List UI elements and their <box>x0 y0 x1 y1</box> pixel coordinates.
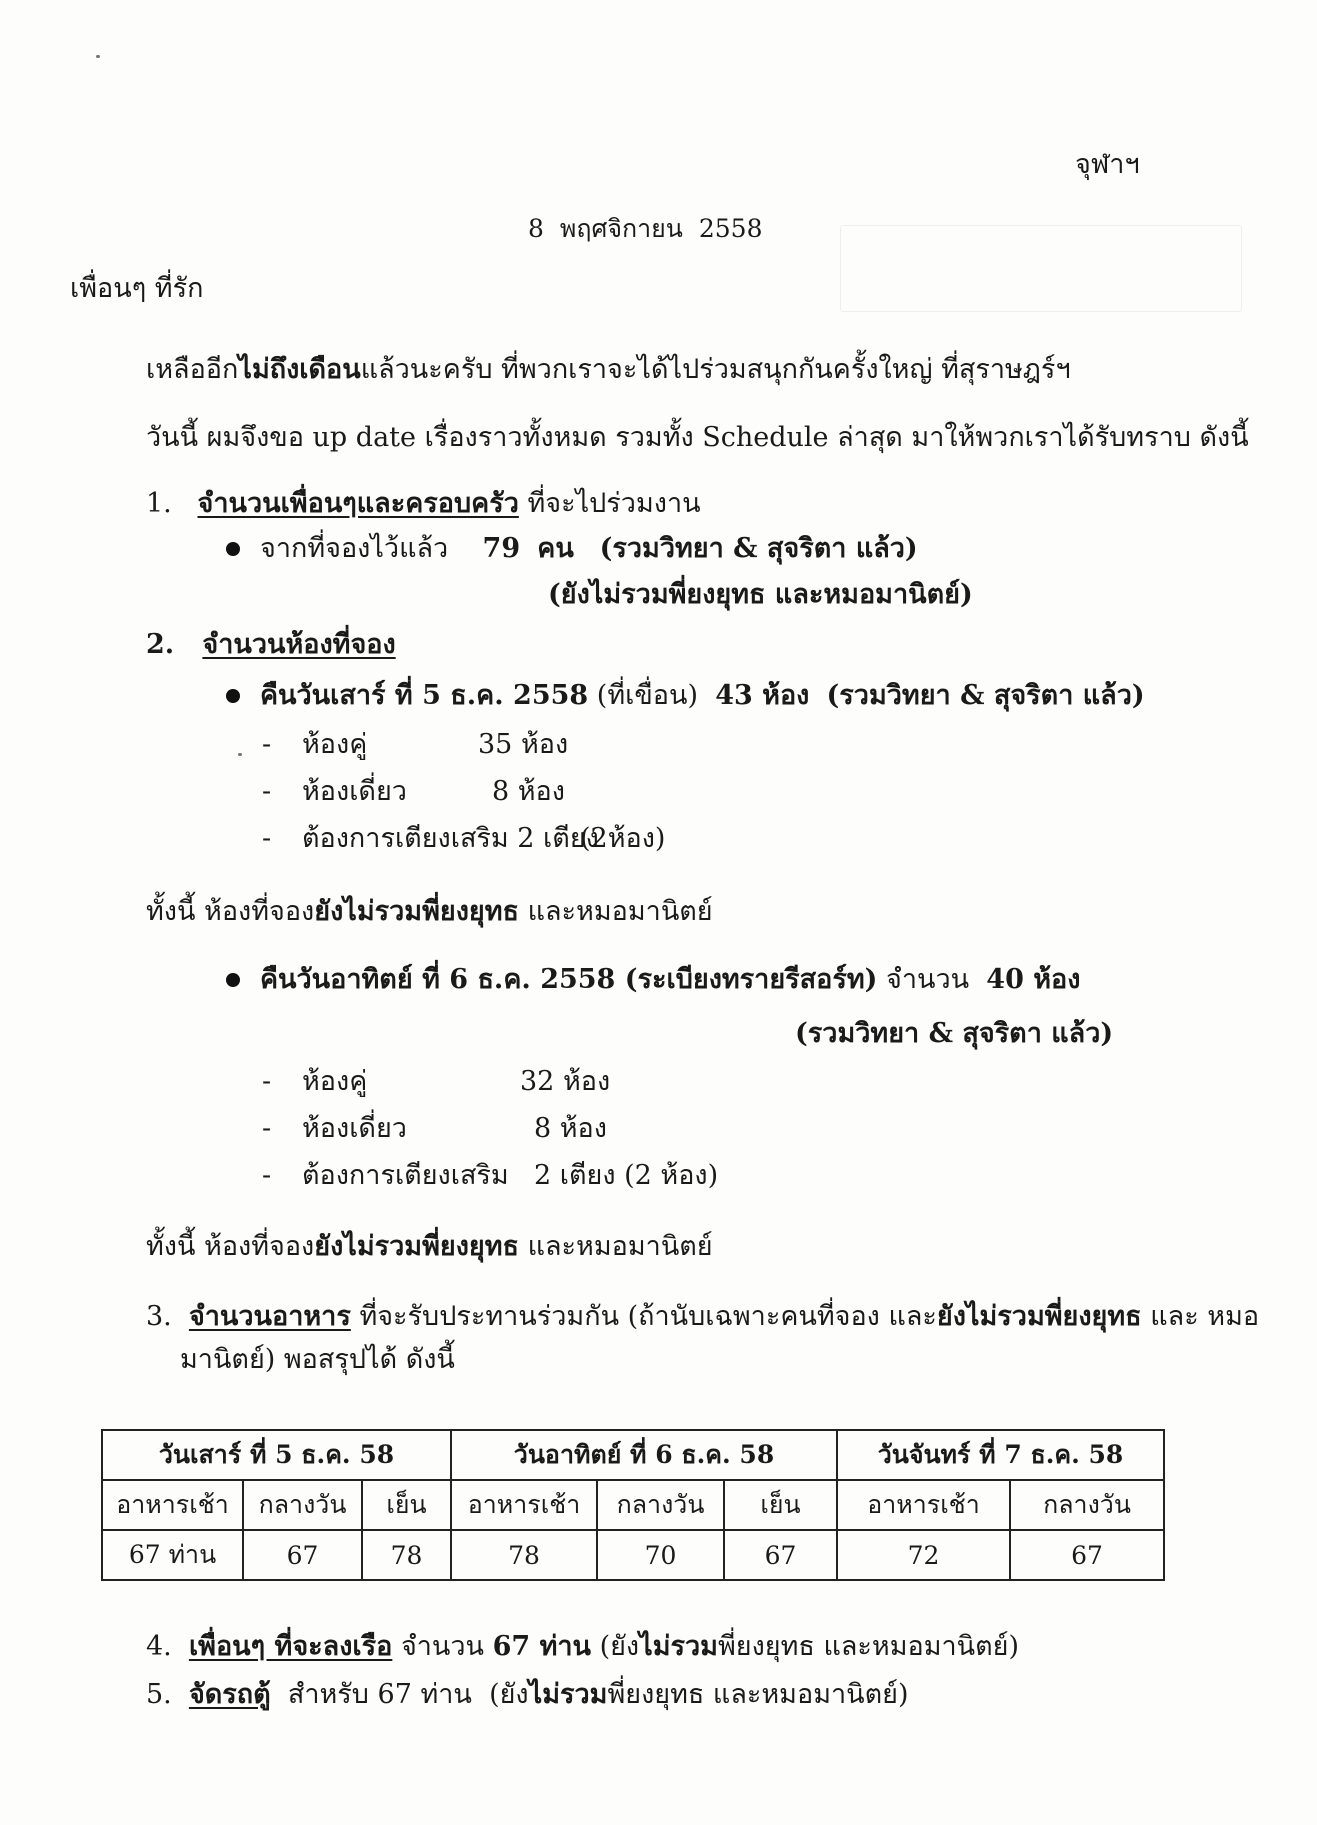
meal-header: อาหารเช้า <box>102 1480 243 1530</box>
table-row <box>102 1530 1164 1580</box>
paper-speck <box>238 753 242 756</box>
section-1-heading: 1. จำนวนเพื่อนๆและครอบครัว ที่จะไปร่วมงาน <box>146 488 701 519</box>
room-type-value: 35 ห้อง <box>478 729 569 760</box>
room-type-label: ต้องการเตียงเสริม <box>302 1160 509 1191</box>
meal-header: เย็น <box>724 1480 837 1530</box>
meal-header: อาหารเช้า <box>451 1480 597 1530</box>
intro-line-2: วันนี้ ผมจึงขอ up date เรื่องราวทั้งหมด รวมทั้ง Schedule ล่าสุด มาให้พวกเราได้รับทราบ ดังนี้ <box>146 422 1249 453</box>
meal-header: กลางวัน <box>243 1480 362 1530</box>
dash: - <box>262 823 272 854</box>
room-type-value: 32 ห้อง <box>520 1066 611 1097</box>
section-3-line-2: มานิตย์) พอสรุปได้ ดังนี้ <box>180 1344 455 1375</box>
bullet-icon <box>226 542 240 556</box>
room-type-label: ต้องการเตียงเสริม 2 เตียง <box>302 823 599 854</box>
salutation: เพื่อนๆ ที่รัก <box>70 273 204 304</box>
room-type-label: ห้องเดี่ยว <box>302 776 407 807</box>
paper-speck <box>96 55 100 58</box>
night-1-footer: ทั้งนี้ ห้องที่จองยังไม่รวมพี่ยงยุทธ และหมอมานิตย์ <box>146 896 713 927</box>
dash: - <box>262 729 272 760</box>
room-type-value: 8 ห้อง <box>492 776 565 807</box>
table-row <box>102 1480 1164 1530</box>
section-2-heading: 2. จำนวนห้องที่จอง <box>146 629 396 660</box>
meals-table <box>101 1429 1165 1581</box>
room-type-value: 2 เตียง (2 ห้อง) <box>534 1160 719 1191</box>
org-name: จุฬาฯ <box>1075 149 1140 180</box>
bullet-icon <box>226 689 240 703</box>
meal-count: 67 <box>724 1530 837 1580</box>
meal-header: กลางวัน <box>1010 1480 1164 1530</box>
faint-stamp-box <box>840 225 1242 312</box>
day-header: วันเสาร์ ที่ 5 ธ.ค. 58 <box>102 1430 451 1480</box>
dash: - <box>262 1066 272 1097</box>
day-header: วันอาทิตย์ ที่ 6 ธ.ค. 58 <box>451 1430 837 1480</box>
dash: - <box>262 1113 272 1144</box>
meal-count: 72 <box>837 1530 1010 1580</box>
meal-count: 78 <box>362 1530 451 1580</box>
room-type-label: ห้องคู่ <box>302 729 368 760</box>
night-2-line: คืนวันอาทิตย์ ที่ 6 ธ.ค. 2558 (ระเบียงทรายรีสอร์ท) จำนวน 40 ห้อง <box>260 964 1081 995</box>
table-row <box>102 1430 1164 1480</box>
night-1-line: คืนวันเสาร์ ที่ 5 ธ.ค. 2558 (ที่เขื่อน) 43 ห้อง (รวมวิทยา & สุจริตา แล้ว) <box>260 680 1145 711</box>
night-2-footer: ทั้งนี้ ห้องที่จองยังไม่รวมพี่ยงยุทธ และหมอมานิตย์ <box>146 1231 713 1262</box>
section-3-line-1: 3. จำนวนอาหาร ที่จะรับประทานร่วมกัน (ถ้านับเฉพาะคนที่จอง และยังไม่รวมพี่ยงยุทธ และ หมอ <box>146 1301 1260 1332</box>
day-header: วันจันทร์ ที่ 7 ธ.ค. 58 <box>837 1430 1164 1480</box>
meal-header: อาหารเช้า <box>837 1480 1010 1530</box>
intro-line-1: เหลืออีกไม่ถึงเดือนแล้วนะครับ ที่พวกเราจะได้ไปร่วมสนุกกันครั้งใหญ่ ที่สุราษฎร์ฯ <box>146 354 1071 385</box>
meal-count: 67 <box>243 1530 362 1580</box>
dash: - <box>262 776 272 807</box>
letter-date: 8 พฤศจิกายน 2558 <box>528 214 763 243</box>
room-type-value: 8 ห้อง <box>534 1113 607 1144</box>
room-type-label: ห้องเดี่ยว <box>302 1113 407 1144</box>
night-2-note: (รวมวิทยา & สุจริตา แล้ว) <box>795 1018 1114 1049</box>
bullet-icon <box>226 973 240 987</box>
meal-count: 67 ท่าน <box>102 1530 243 1580</box>
meal-count: 70 <box>597 1530 724 1580</box>
section-5-line: 5. จัดรถตู้ สำหรับ 67 ท่าน (ยังไม่รวมพี่ยงยุทธ และหมอมานิตย์) <box>146 1679 909 1710</box>
section-1-note: (ยังไม่รวมพี่ยงยุทธ และหมอมานิตย์) <box>548 579 973 610</box>
meal-header: กลางวัน <box>597 1480 724 1530</box>
room-type-value: (2ห้อง) <box>580 823 666 854</box>
section-4-line: 4. เพื่อนๆ ที่จะลงเรือ จำนวน 67 ท่าน (ยังไม่รวมพี่ยงยุทธ และหมอมานิตย์) <box>146 1631 1020 1662</box>
meal-count: 78 <box>451 1530 597 1580</box>
meal-count: 67 <box>1010 1530 1164 1580</box>
section-1-bullet: จากที่จองไว้แล้ว 79 คน (รวมวิทยา & สุจริตา แล้ว) <box>260 533 918 564</box>
meal-header: เย็น <box>362 1480 451 1530</box>
dash: - <box>262 1160 272 1191</box>
room-type-label: ห้องคู่ <box>302 1066 368 1097</box>
